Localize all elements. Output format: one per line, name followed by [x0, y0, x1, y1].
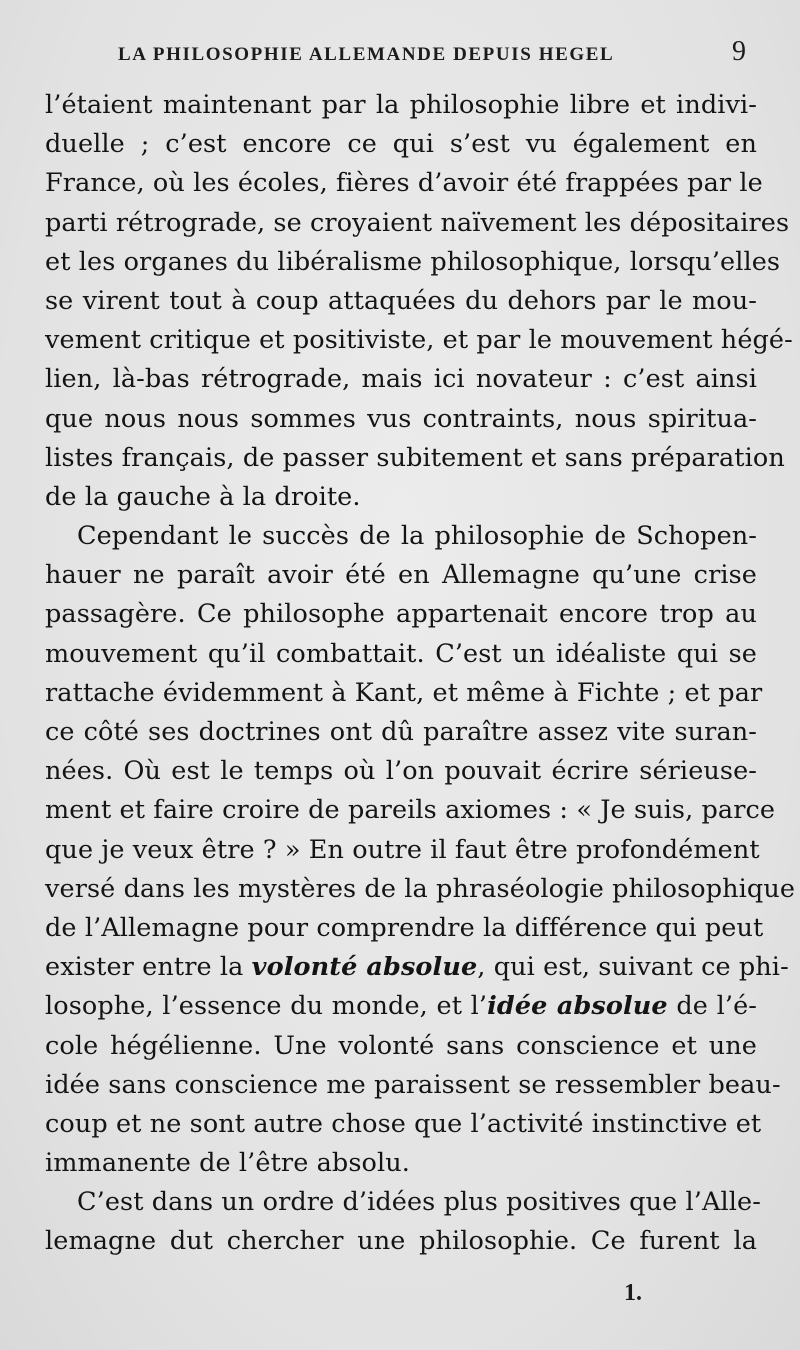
page-number: 9 — [732, 36, 746, 67]
text-line: versé dans les mystères de la phraséologie philosophique — [45, 873, 796, 904]
text-segment: de l’é- — [667, 991, 757, 1022]
text-line: idée sans conscience me paraissent se ressembler beau- — [45, 1069, 781, 1100]
text-line: l’étaient maintenant par la philosophie libre et indivi- — [45, 90, 757, 120]
text-line: cole hégélienne. Une volonté sans conscience et une — [45, 1030, 757, 1061]
text-line: que je veux être ? » En outre il faut être profondément — [45, 834, 760, 865]
text-segment: losophe, l’essence du monde, et l’ — [45, 991, 488, 1022]
text-line: ce côté ses doctrines ont dû paraître assez vite suran- — [45, 717, 757, 747]
text-line-with-italic — [45, 987, 757, 1026]
running-head-title: LA PHILOSOPHIE ALLEMANDE DEPUIS HEGEL — [118, 44, 615, 65]
text-line: listes français, de passer subitement et sans préparation — [45, 442, 785, 473]
text-line: se virent tout à coup attaquées du dehors par le mou- — [45, 285, 757, 316]
text-line: ment et faire croire de pareils axiomes : « Je suis, parce — [45, 795, 776, 826]
text-line-with-italic — [45, 948, 789, 987]
text-line: vement critique et positiviste, et par le mouvement hégé- — [45, 325, 793, 356]
text-line: nées. Où est le temps où l’on pouvait écrire sérieuse- — [45, 756, 757, 787]
text-segment: , qui est, suivant ce phi- — [477, 952, 789, 983]
text-line: lien, là-bas rétrograde, mais ici novateur : c’est ainsi — [45, 364, 757, 395]
text-line: immanente de l’être absolu. — [45, 1148, 410, 1179]
italic-term: volonté absolue — [251, 952, 478, 983]
text-line: de la gauche à la droite. — [45, 481, 361, 512]
printer-signature-mark: 1. — [624, 1280, 642, 1306]
text-line: mouvement qu’il combattait. C’est un idéaliste qui se — [45, 638, 757, 669]
text-line: lemagne dut chercher une philosophie. Ce furent la — [45, 1226, 757, 1257]
text-line: coup et ne sont autre chose que l’activité instinctive et — [45, 1108, 762, 1139]
text-line: rattache évidemment à Kant, et même à Fichte ; et par — [45, 677, 763, 708]
text-line: de l’Allemagne pour comprendre la différence qui peut — [45, 912, 764, 943]
text-line: et les organes du libéralisme philosophique, lorsqu’elles — [45, 246, 781, 277]
paragraph-start-line: C’est dans un ordre d’idées plus positives que l’Alle- — [77, 1187, 761, 1218]
text-line: France, où les écoles, fières d’avoir été frappées par le — [45, 168, 763, 199]
text-segment: exister entre la — [45, 952, 252, 983]
body-text — [45, 86, 796, 1262]
paragraph-start-line: Cependant le succès de la philosophie de Schopen- — [77, 521, 757, 552]
text-line: que nous nous sommes vus contraints, nous spiritua- — [45, 403, 757, 434]
text-line: hauer ne paraît avoir été en Allemagne qu’une crise — [45, 560, 757, 591]
text-line: passagère. Ce philosophe appartenait encore trop au — [45, 599, 757, 630]
italic-term: idée absolue — [487, 991, 668, 1022]
text-line: parti rétrograde, se croyaient naïvement les dépositaires — [45, 207, 790, 238]
text-line: duelle ; c’est encore ce qui s’est vu également en — [45, 129, 757, 160]
